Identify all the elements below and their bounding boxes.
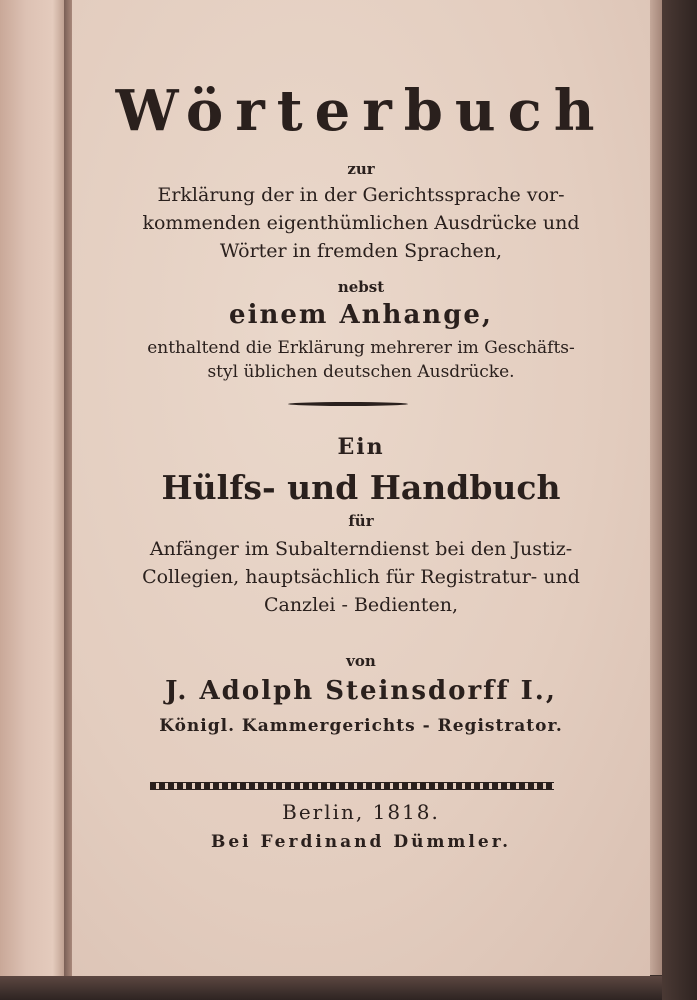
subtitle-line-1: Erklärung der in der Gerichtssprache vor- [157,184,565,206]
subtitle-line-2: kommenden eigenthümlichen Ausdrücke und [142,212,580,234]
line-nebst: nebst [337,278,385,296]
place-year: Berlin, 1818. [282,800,440,824]
book-title: Wörterbuch [115,78,607,144]
audience-line-2: Collegien, hauptsächlich für Registratur- und [142,566,580,588]
ornamental-rule [150,782,554,790]
line-fuer: für [348,512,374,530]
author-name: J. Adolph Steinsdorff I., [165,676,557,706]
divider-rule [288,402,408,406]
subtitle-line-3: Wörter in fremden Sprachen, [219,240,503,262]
book-type: Hülfs- und Handbuch [161,468,561,507]
audience-line-1: Anfänger im Subalterndienst bei den Justiz- [149,538,573,560]
line-zur: zur [347,160,375,178]
book-bottom-edge [0,976,662,1000]
appendix-title: einem Anhange, [229,300,493,330]
author-title: Königl. Kammergerichts - Registrator. [159,716,563,736]
book-cover [662,0,697,1000]
audience-line-3: Canzlei - Bedienten, [263,594,459,616]
appendix-line-1: enthaltend die Erklärung mehrerer im Geschäfts- [147,338,575,358]
title-page-text [72,0,650,978]
line-ein: Ein [337,434,385,460]
line-von: von [346,652,376,670]
publisher: Bei Ferdinand Dümmler. [210,832,512,852]
facing-page [0,0,67,990]
appendix-line-2: styl üblichen deutschen Ausdrücke. [207,362,515,382]
